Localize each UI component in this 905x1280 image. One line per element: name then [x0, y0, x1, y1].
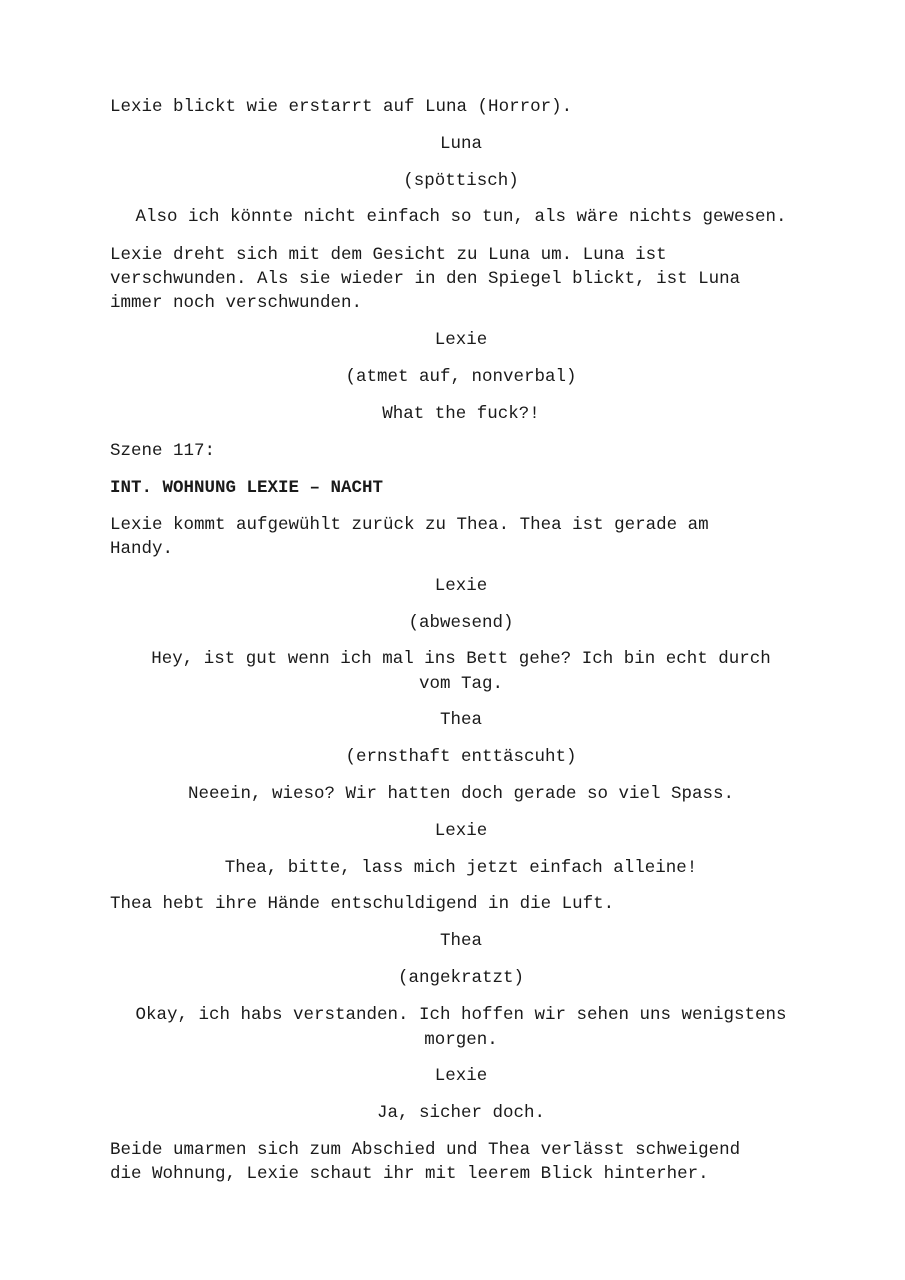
action-line: die Wohnung, Lexie schaut ihr mit leerem Blick hinterher. [110, 1164, 709, 1184]
character-name: Lexie [434, 1066, 488, 1086]
action-line: Handy. [110, 539, 174, 559]
parenthetical: (spöttisch) [403, 171, 519, 191]
dialogue-line: What the fuck?! [382, 404, 540, 424]
scene-number: Szene 117: [110, 441, 216, 461]
scene-heading: INT. WOHNUNG LEXIE – NACHT [110, 478, 384, 498]
action-line: Lexie blickt wie erstarrt auf Luna (Horror). [110, 97, 573, 117]
action-line: Lexie kommt aufgewühlt zurück zu Thea. Thea ist gerade am [110, 515, 709, 535]
character-name: Lexie [434, 821, 488, 841]
character-name: Thea [439, 931, 482, 951]
parenthetical: (ernsthaft enttäscuht) [345, 747, 577, 767]
dialogue-line: Okay, ich habs verstanden. Ich hoffen wir sehen uns wenigstens [135, 1005, 787, 1025]
action-line: Beide umarmen sich zum Abschied und Thea verlässt schweigend [110, 1140, 741, 1160]
dialogue-line: Also ich könnte nicht einfach so tun, als wäre nichts gewesen. [135, 207, 787, 227]
dialogue-line: Hey, ist gut wenn ich mal ins Bett gehe? Ich bin echt durch [151, 649, 771, 669]
action-line: Thea hebt ihre Hände entschuldigend in die Luft. [110, 894, 615, 914]
parenthetical: (atmet auf, nonverbal) [345, 367, 577, 387]
character-name: Lexie [434, 330, 488, 350]
action-line: immer noch verschwunden. [110, 293, 363, 313]
parenthetical: (abwesend) [408, 613, 514, 633]
action-line: Lexie dreht sich mit dem Gesicht zu Luna um. Luna ist [110, 245, 667, 265]
character-name: Thea [439, 710, 482, 730]
dialogue-line: vom Tag. [418, 674, 503, 694]
dialogue-line: Thea, bitte, lass mich jetzt einfach alleine! [224, 858, 698, 878]
parenthetical: (angekratzt) [397, 968, 525, 988]
character-name: Luna [439, 134, 482, 154]
character-name: Lexie [434, 576, 488, 596]
dialogue-line: morgen. [424, 1030, 498, 1050]
dialogue-line: Neeein, wieso? Wir hatten doch gerade so viel Spass. [187, 784, 735, 804]
action-line: verschwunden. Als sie wieder in den Spiegel blickt, ist Luna [110, 269, 741, 289]
dialogue-line: Ja, sicher doch. [376, 1103, 546, 1123]
